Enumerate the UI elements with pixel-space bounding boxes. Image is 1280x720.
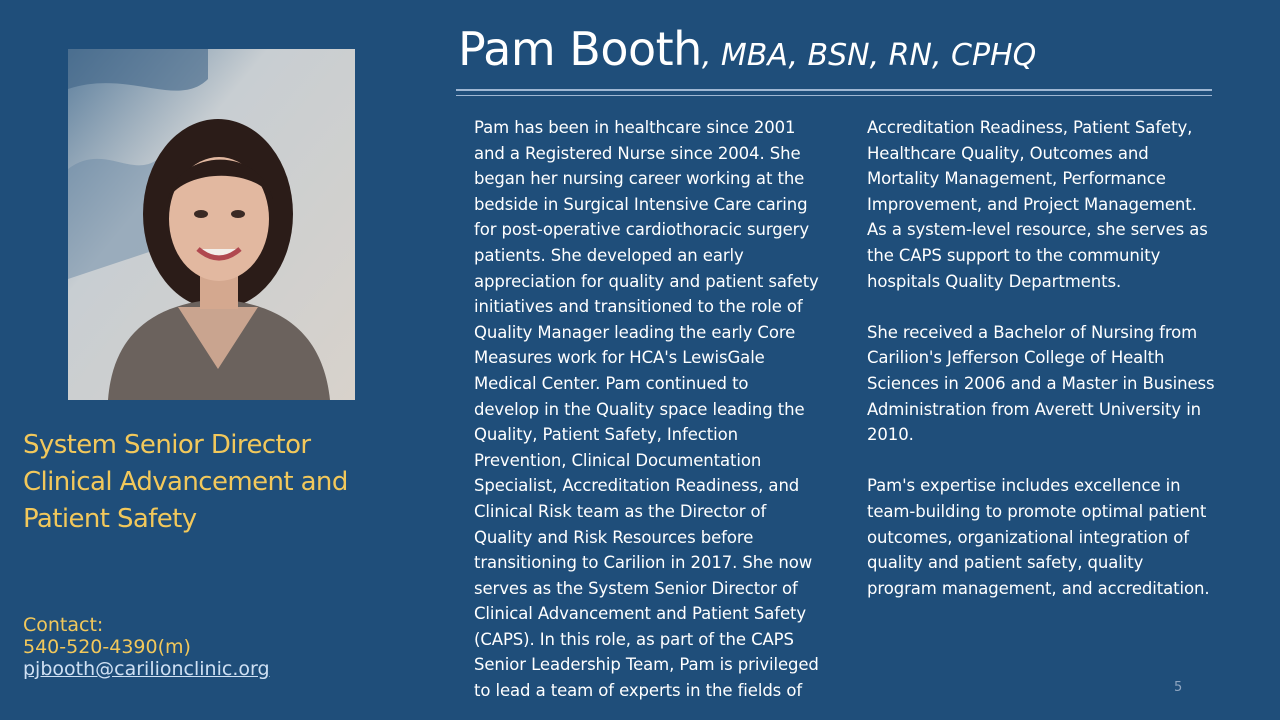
job-title-line: Clinical Advancement and bbox=[23, 467, 348, 497]
title-divider bbox=[456, 89, 1212, 91]
contact-email-link[interactable]: pjbooth@carilionclinic.org bbox=[23, 658, 270, 680]
job-title-line: System Senior Director bbox=[23, 430, 311, 460]
portrait-photo bbox=[68, 49, 355, 400]
contact-label: Contact: bbox=[23, 614, 104, 636]
portrait-illustration bbox=[68, 49, 355, 400]
speaker-credentials: , MBA, BSN, RN, CPHQ bbox=[701, 38, 1037, 73]
job-title-line: Patient Safety bbox=[23, 504, 197, 534]
contact-block bbox=[23, 614, 270, 680]
title-divider-thin bbox=[456, 95, 1212, 96]
bio-column-1: Pam has been in healthcare since 2001 and a Registered Nurse since 2004. She began her nursing career working at the bedside in Surgical Intensive Care caring for post-operative cardiothoracic surgery patients. She developed an early appreciation for quality and patient safety initiatives and transitioned to the role of Quality Manager leading the early Core Measures work for HCA's LewisGale Medical Center. Pam continued to develop in the Quality space leading the Quality, Patient Safety, Infection Prevention, Clinical Documentation Specialist, Accreditation Readiness, and Clinical Risk team as the Director of Quality and Risk Resources before transitioning to Carilion in 2017. She now serves as the System Senior Director of Clinical Advancement and Patient Safety (CAPS). In this role, as part of the CAPS Senior Leadership Team, Pam is privileged to lead a team of experts in the fields of bbox=[474, 118, 819, 701]
contact-phone: 540-520-4390(m) bbox=[23, 636, 191, 658]
speaker-name: Pam Booth bbox=[458, 22, 702, 76]
speaker-heading bbox=[458, 22, 1036, 76]
slide-number: 5 bbox=[1174, 680, 1183, 695]
bio-column-2: Accreditation Readiness, Patient Safety, Healthcare Quality, Outcomes and Mortality Management, Performance Improvement, and Project Management. As a system-level resource, she serves as the CAPS support to the community hospitals Quality Departments. She received a Bachelor of Nursing from Carilion's Jefferson College of Health Sciences in 2006 and a Master in Business Administration from Averett University in 2010. Pam's expertise includes excellence in team-building to promote optimal patient outcomes, organizational integration of quality and patient safety, quality program management, and accreditation. bbox=[867, 118, 1215, 598]
job-title bbox=[23, 427, 403, 538]
